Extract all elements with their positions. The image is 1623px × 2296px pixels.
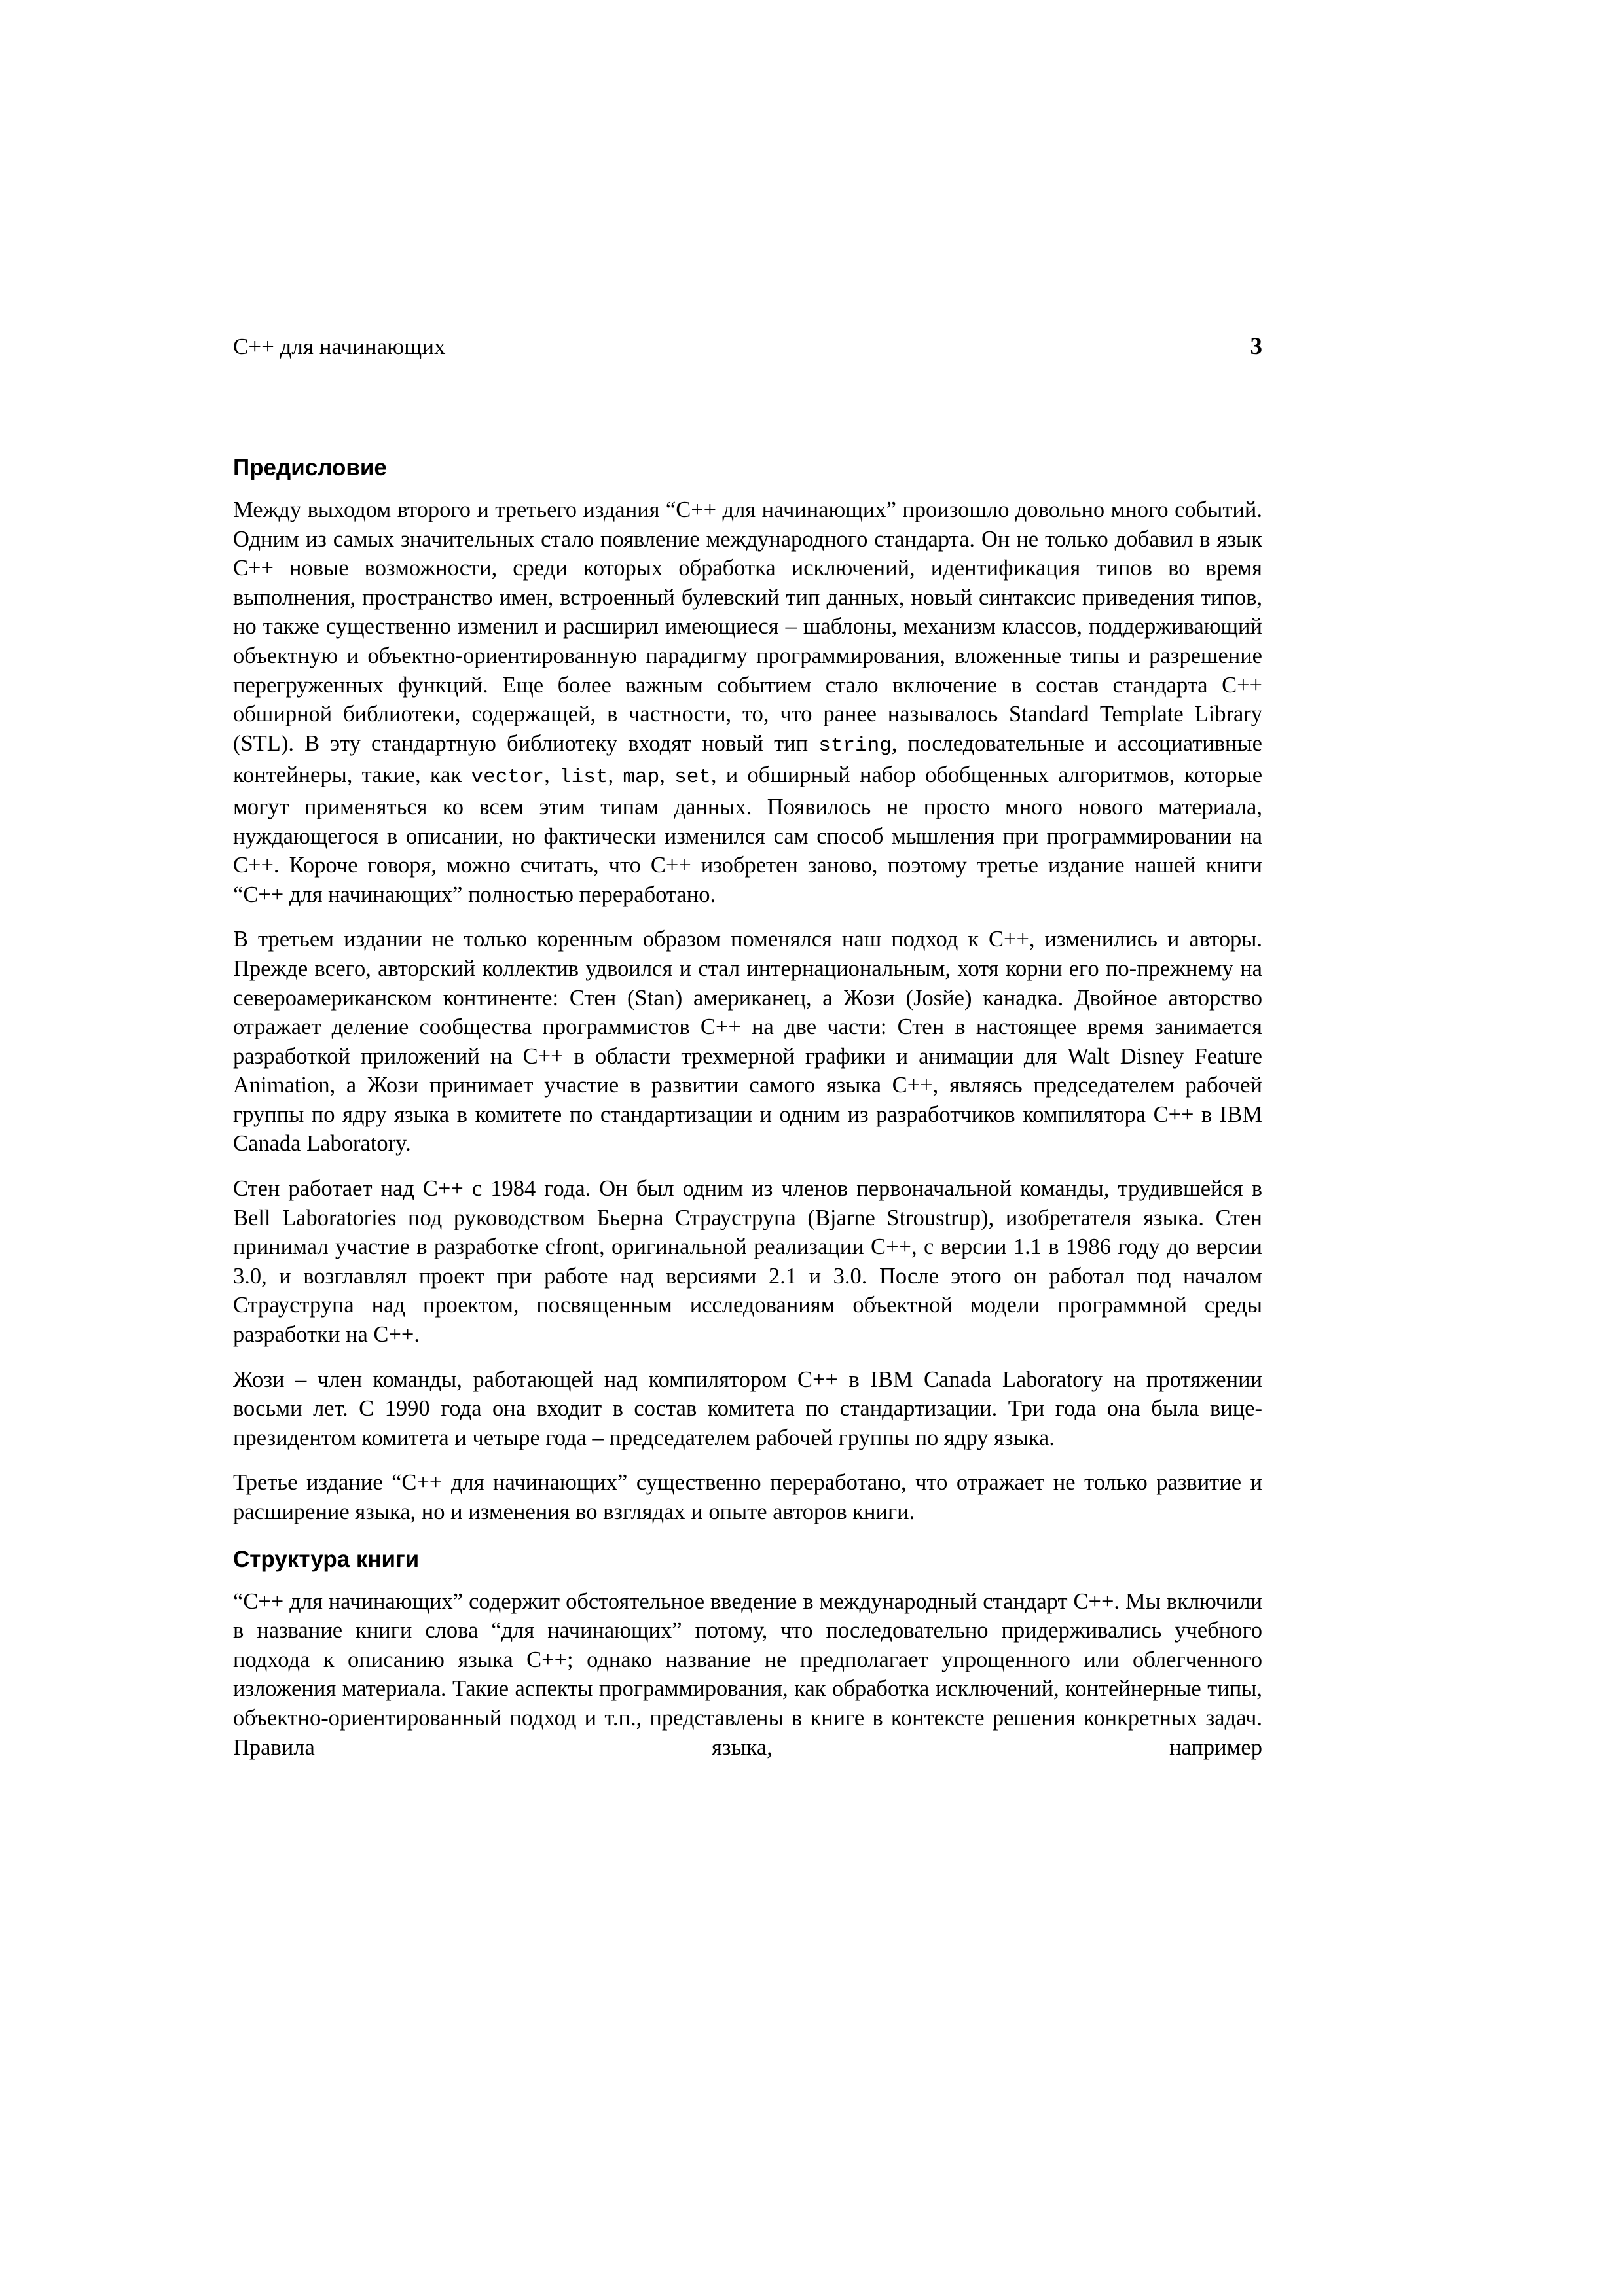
preface-paragraph-1 bbox=[233, 495, 1262, 909]
preface-p1-text-1: Между выходом второго и третьего издания “C++ для начинающих” произошло довольно много событий. Одним из самых значительных стало появление международного стандарта. Он не только добавил в язык С++ новые возможности, среди которых обработка исключений, идентификация типов во время выполнения, пространство имен, встроенный булевский тип данных, новый синтаксис приведения типов, но также существенно изменил и расширил имеющиеся – шаблоны, механизм классов, поддерживающий объектную и объектно-ориентированную парадигму программирования, вложенные типы и разрешение перегруженных функций. Еще более важным событием стало включение в состав стандарта С++ обширной библиотеки, содержащей, в частности, то, что ранее называлось Standard Template Library (STL). В эту стандартную библиотеку входят новый тип bbox=[233, 497, 1262, 756]
code-list: list bbox=[559, 766, 608, 789]
code-set: set bbox=[674, 766, 711, 789]
book-page bbox=[233, 331, 1262, 1762]
separator-2: , bbox=[608, 762, 614, 788]
preface-paragraph-5: Третье издание “C++ для начинающих” существенно переработано, что отражает не только развитие и расширение языка, но и изменения во взглядах и опыте авторов книги. bbox=[233, 1470, 1262, 1524]
separator-3: , bbox=[659, 762, 665, 788]
code-string: string bbox=[818, 734, 892, 757]
preface-paragraph-4: Жози – член команды, работающей над компилятором С++ в IBM Canada Laboratory на протяжении восьми лет. С 1990 года она входит в состав комитета по стандартизации. Три года она была вице-президентом комитета и четыре года – председателем рабочей группы по ядру языка. bbox=[233, 1367, 1262, 1450]
preface-heading: Предисловие bbox=[233, 455, 387, 480]
structure-paragraph-1: “C++ для начинающих” содержит обстоятельное введение в международный стандарт С++. Мы включили в название книги слова “для начинающих” потому, что последовательно придерживались учебного подхода к описанию языка С++; однако название не предполагает упрощенного или облегченного изложения материала. Такие аспекты программирования, как обработка исключений, контейнерные типы, объектно-ориентированный подход и т.п., представлены в книге в контексте решения конкретных задач. Правила языка, например bbox=[233, 1588, 1262, 1760]
separator-1: , bbox=[544, 762, 550, 788]
preface-p1-text-2: , последовательные и ассоциативные контейнеры, такие, как bbox=[233, 730, 1262, 788]
running-title: C++ для начинающих bbox=[233, 334, 446, 359]
running-header bbox=[233, 331, 1262, 363]
structure-heading: Структура книги bbox=[233, 1546, 420, 1572]
preface-paragraph-2: В третьем издании не только коренным образом поменялся наш подход к С++, изменились и авторы. Прежде всего, авторский коллектив удвоился и стал интернациональным, хотя корни его по-прежнему на североамериканском континенте: Стен (Stan) американец, а Жози (Josйe) канадка. Двойное авторство отражает деление сообщества программистов С++ на две части: Стен в настоящее время занимается разработкой приложений на C++ в области трехмерной графики и анимации для Walt Disney Feature Animation, а Жози принимает участие в развитии самого языка С++, являясь председателем рабочей группы по ядру языка в комитете по стандартизации и одним из разработчиков компилятора С++ в IBM Canada Laboratory. bbox=[233, 927, 1262, 1157]
preface-p1-text-3: , и обширный набор обобщенных алгоритмов, которые могут применяться ко всем этим типам данных. Появилось не просто много нового материала, нуждающегося в описании, но фактически изменился сам способ мышления при программировании на С++. Короче говоря, можно считать, что С++ изобретен заново, поэтому третье издание нашей книги “C++ для начинающих” полностью переработано. bbox=[233, 762, 1263, 907]
preface-paragraph-3: Стен работает над С++ с 1984 года. Он был одним из членов первоначальной команды, трудившейся в Bell Laboratories под руководством Бьерна Страуструпа (Bjarne Stroustrup), изобретателя языка. Стен принимал участие в разработке cfront, оригинальной реализации С++, с версии 1.1 в 1986 году до версии 3.0, и возглавлял проект при работе над версиями 2.1 и 3.0. После этого он работал под началом Страуструпа над проектом, посвященным исследованиям объектной модели программной среды разработки на C++. bbox=[233, 1176, 1262, 1348]
page-number: 3 bbox=[1250, 333, 1262, 360]
code-vector: vector bbox=[471, 766, 545, 789]
code-map: map bbox=[623, 766, 660, 789]
